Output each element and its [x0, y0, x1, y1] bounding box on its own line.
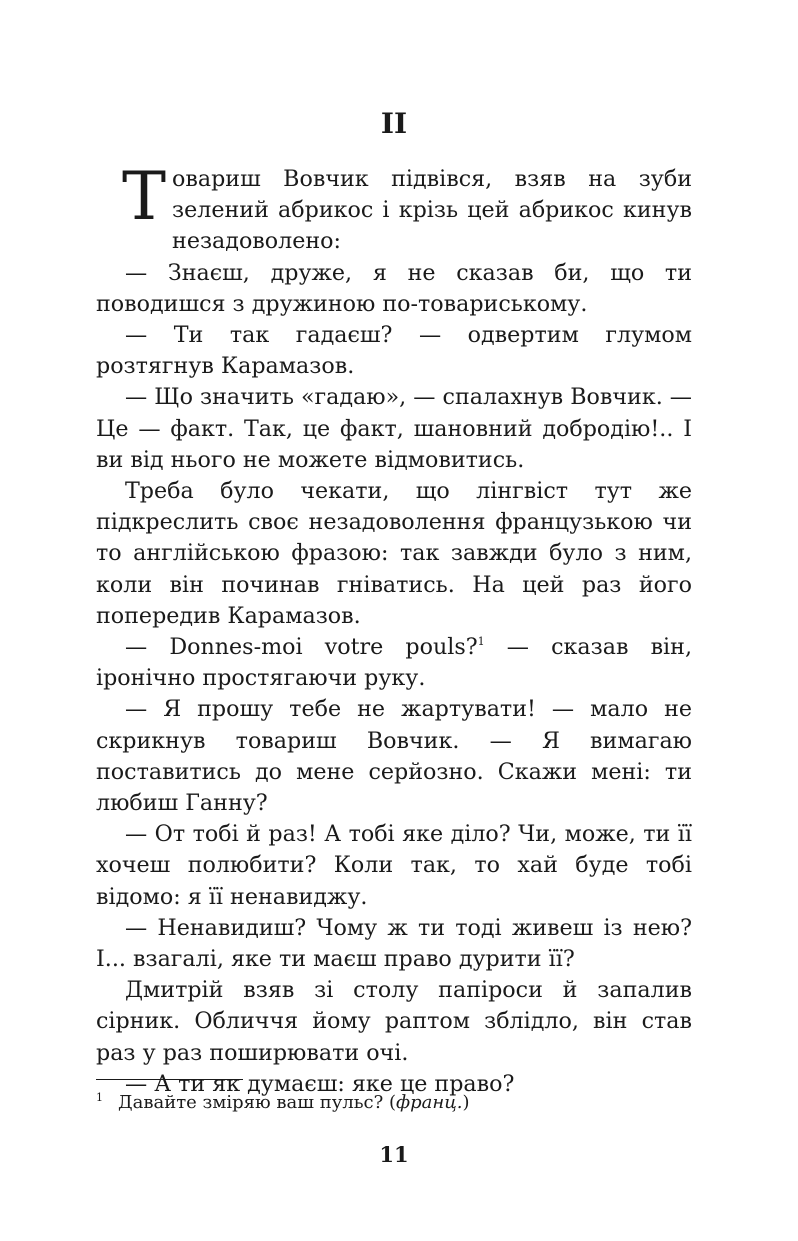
paragraph-4: — Що значить «гадаю», — спалахнув Вовчик. — Це — факт. Так, це факт, шановний добродію!.. І ви від нього не можете відмовитись. [96, 384, 692, 473]
chapter-body [96, 158, 692, 1100]
paragraph-text: овариш Вовчик підвівся, взяв на зуби зелений абрикос і крізь цей абрикос кинув незадоволено: [172, 166, 692, 255]
paragraph-3: — Ти так гадаєш? — одвертим глумом розтягнув Карамазов. [96, 322, 692, 380]
book-page [96, 0, 692, 1241]
drop-cap: Т [122, 158, 167, 235]
paragraph-11: — А ти як думаєш: яке це право? [125, 1070, 515, 1097]
footnote-divider [96, 1079, 243, 1080]
paragraph-text: — Donnes-moi votre pouls? [125, 634, 478, 661]
page-number: 11 [379, 1142, 409, 1167]
paragraph-9: — Ненавидиш? Чому ж ти тоді живеш із нею? І... взагалі, яке ти маєш право дурити її? [96, 914, 692, 973]
paragraph-1 [96, 158, 692, 258]
paragraph-6 [96, 632, 692, 694]
footnote-number: 1 [96, 1091, 103, 1104]
footnote-close: ) [462, 1092, 470, 1113]
footnote-reference[interactable]: 1 [477, 635, 485, 649]
paragraph-2: — Знаєш, друже, я не сказав би, що ти поводишся з дружиною по-товариському. [96, 259, 692, 317]
footnote-text: Давайте зміряю ваш пульс? ( [118, 1092, 397, 1113]
paragraph-8: — От тобі й раз! А тобі яке діло? Чи, може, ти її хочеш полюбити? Коли так, то хай буде тобі відомо: я її ненавиджу. [96, 821, 692, 910]
footnote-language-note: франц. [396, 1092, 463, 1113]
chapter-heading: II [380, 107, 408, 140]
paragraph-7: — Я прошу тебе не жартувати! — мало не скрикнув товариш Вовчик. — Я вимагаю поставитись до мене серйозно. Скажи мені: ти любиш Ганну? [96, 696, 692, 817]
paragraph-10: Дмитрій взяв зі столу папіроси й запалив сірник. Обличчя йому раптом зблідло, він став раз у раз поширювати очі. [96, 977, 692, 1066]
paragraph-5: Треба було чекати, що лінгвіст тут же підкреслить своє незадоволення французькою чи то англійською фразою: так завжди було з ним, коли він починав гніватись. На цей раз його попередив Карамазов. [96, 478, 692, 629]
footnote [96, 1086, 692, 1115]
paragraph-text: — сказав він, іронічно простягаючи руку. [96, 634, 692, 692]
